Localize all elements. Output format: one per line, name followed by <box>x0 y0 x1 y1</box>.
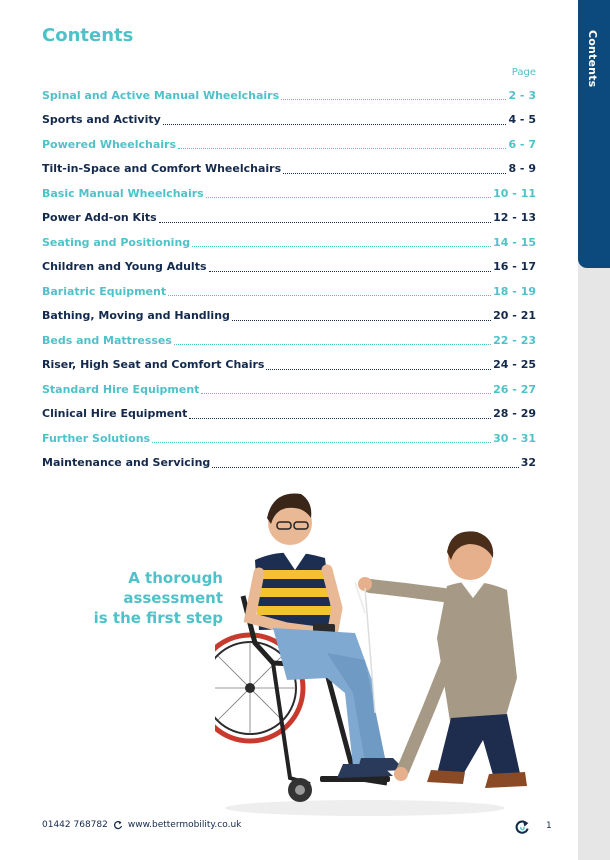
toc-entry-pages: 24 - 25 <box>493 358 536 372</box>
toc-entry-pages: 20 - 21 <box>493 309 536 323</box>
toc-entry-title: Spinal and Active Manual Wheelchairs <box>42 88 280 102</box>
toc-entry[interactable] <box>42 304 536 329</box>
page-column-label: Page <box>511 67 536 78</box>
toc-entry-title: Beds and Mattresses <box>42 333 172 347</box>
dot-leader <box>206 196 491 198</box>
toc-entry-title: Bariatric Equipment <box>42 284 167 298</box>
toc-entry-pages: 32 <box>520 456 536 470</box>
dot-leader <box>266 368 491 370</box>
toc-entry[interactable] <box>42 426 536 451</box>
tagline-line: is the first step <box>93 609 223 627</box>
toc-entry-pages: 10 - 11 <box>493 186 536 200</box>
side-tab-label: Contents <box>586 30 599 88</box>
toc-entry-title: Basic Manual Wheelchairs <box>42 186 204 200</box>
dot-leader <box>212 466 518 468</box>
footer-phone: 01442 768782 <box>42 820 108 830</box>
toc-entry-pages: 4 - 5 <box>508 113 536 127</box>
toc-entry-pages: 12 - 13 <box>493 211 536 225</box>
page-title: Contents <box>42 25 134 46</box>
toc-entry-pages: 28 - 29 <box>493 407 536 421</box>
toc-entry-title: Children and Young Adults <box>42 260 207 274</box>
toc-entry[interactable] <box>42 279 536 304</box>
toc-entry-pages: 14 - 15 <box>493 235 536 249</box>
dot-leader <box>232 319 491 321</box>
circular-arrow-icon <box>113 820 123 830</box>
toc-entry[interactable] <box>42 451 536 476</box>
brand-logo-arrow-icon <box>514 819 530 835</box>
toc-entry-title: Bathing, Moving and Handling <box>42 309 230 323</box>
toc-entry-title: Tilt-in-Space and Comfort Wheelchairs <box>42 162 282 176</box>
footer-contact <box>42 820 241 830</box>
toc-entry-title: Maintenance and Servicing <box>42 456 211 470</box>
dot-leader <box>174 343 491 345</box>
table-of-contents <box>42 83 536 475</box>
dot-leader <box>178 147 506 149</box>
toc-entry[interactable] <box>42 157 536 182</box>
dot-leader <box>152 441 491 443</box>
page-number: 1 <box>546 821 552 831</box>
toc-entry[interactable] <box>42 402 536 427</box>
toc-entry[interactable] <box>42 255 536 280</box>
toc-entry-title: Seating and Positioning <box>42 235 191 249</box>
toc-entry[interactable] <box>42 377 536 402</box>
toc-entry[interactable] <box>42 328 536 353</box>
toc-entry-pages: 18 - 19 <box>493 284 536 298</box>
toc-entry-title: Further Solutions <box>42 431 151 445</box>
toc-entry-title: Sports and Activity <box>42 113 161 127</box>
dot-leader <box>201 392 491 394</box>
toc-entry-title: Power Add-on Kits <box>42 211 157 225</box>
dot-leader <box>192 245 491 247</box>
toc-entry-pages: 30 - 31 <box>493 431 536 445</box>
dot-leader <box>281 98 506 100</box>
dot-leader <box>283 172 506 174</box>
tagline <box>60 568 223 628</box>
footer-website-link[interactable]: www.bettermobility.co.uk <box>127 820 242 830</box>
toc-entry[interactable] <box>42 108 536 133</box>
tagline-line: assessment <box>123 589 223 607</box>
toc-entry-pages: 6 - 7 <box>508 137 536 151</box>
toc-entry[interactable] <box>42 206 536 231</box>
toc-entry-pages: 22 - 23 <box>493 333 536 347</box>
dot-leader <box>159 221 492 223</box>
dot-leader <box>163 123 507 125</box>
toc-entry[interactable] <box>42 230 536 255</box>
assessment-photo <box>215 478 535 823</box>
toc-entry-pages: 16 - 17 <box>493 260 536 274</box>
toc-entry-pages: 8 - 9 <box>508 162 536 176</box>
dot-leader <box>209 270 492 272</box>
toc-entry-pages: 26 - 27 <box>493 382 536 396</box>
dot-leader <box>168 294 491 296</box>
toc-entry-title: Riser, High Seat and Comfort Chairs <box>42 358 265 372</box>
toc-entry-title: Powered Wheelchairs <box>42 137 177 151</box>
toc-entry[interactable] <box>42 83 536 108</box>
toc-entry-title: Clinical Hire Equipment <box>42 407 188 421</box>
toc-entry-title: Standard Hire Equipment <box>42 382 200 396</box>
toc-entry[interactable] <box>42 181 536 206</box>
toc-entry[interactable] <box>42 353 536 378</box>
toc-entry-pages: 2 - 3 <box>508 88 536 102</box>
tagline-line: A thorough <box>128 569 223 587</box>
dot-leader <box>189 417 491 419</box>
toc-entry[interactable] <box>42 132 536 157</box>
